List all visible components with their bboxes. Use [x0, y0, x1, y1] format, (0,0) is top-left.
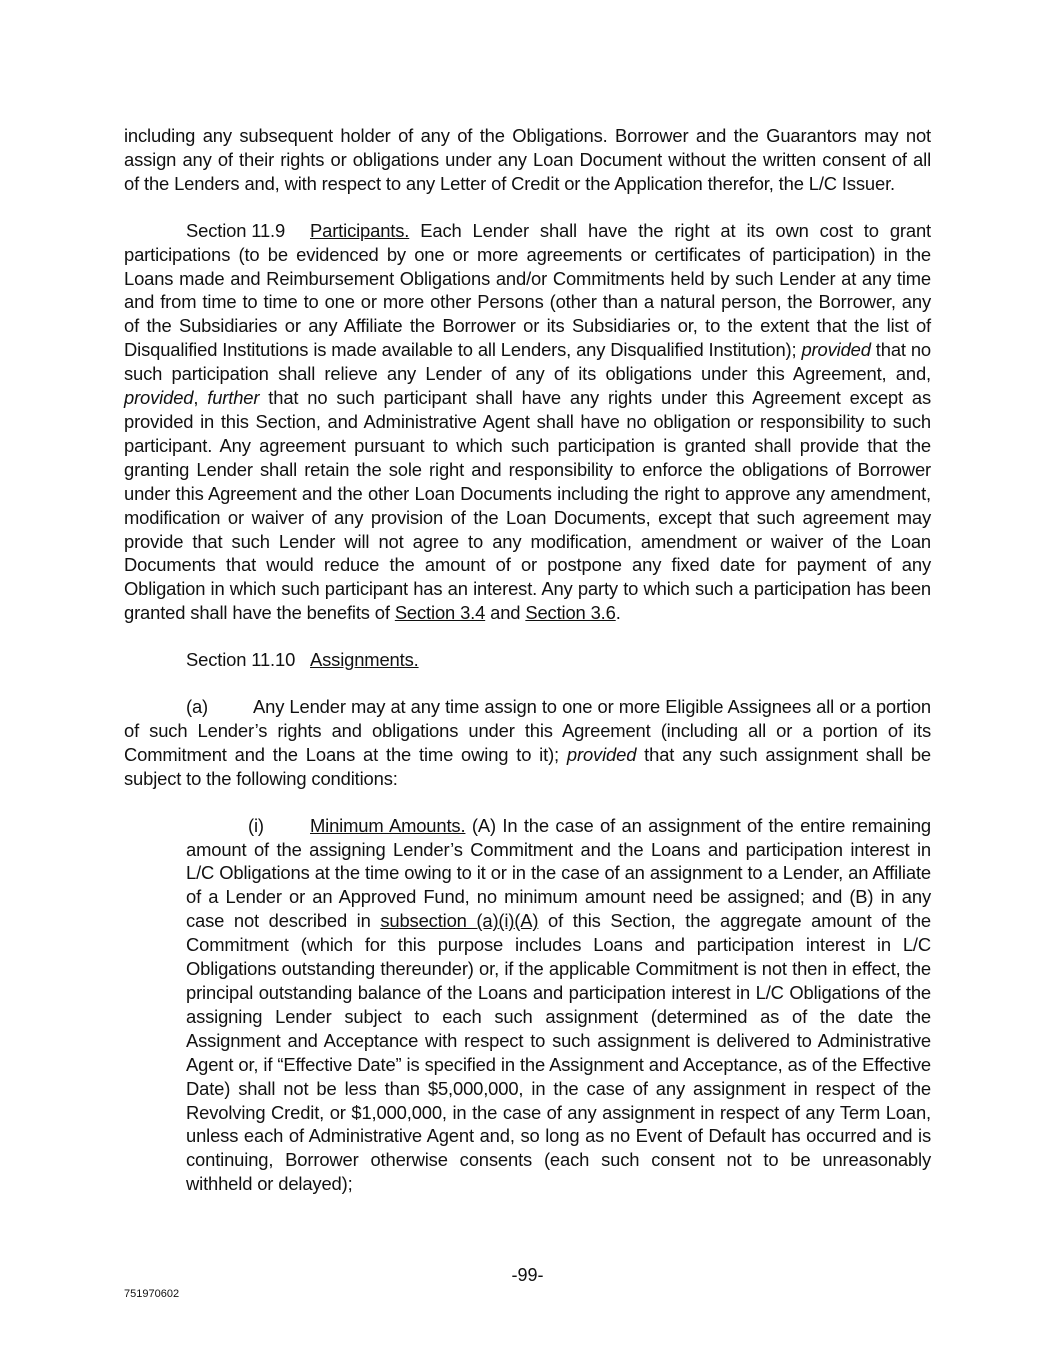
provided-term: provided — [566, 743, 637, 765]
section-3-4-reference: Section 3.4 — [394, 602, 486, 624]
section-11-9 — [124, 219, 931, 625]
paragraph-a — [124, 695, 931, 791]
further-term: further — [207, 387, 260, 409]
paragraph-i-label: (i) — [248, 814, 264, 836]
section-3-6-reference: Section 3.6 — [525, 602, 616, 624]
section-11-9-text: . — [615, 602, 621, 624]
section-11-9-text: Each Lender shall have the right at its own cost to grant participations (to be evidenced by one or more agreements or certificates of participation) in the Loans made and Reimbursement Obligations and/or Commitments held by such Lender at any time and from time to time to one or more other Persons (other than a natural person, the Borrower, any of the Subsidiaries or any Affiliate the Borrower or its Subsidiaries or, to the extent that the list of Disqualified Institutions is made available to all Lenders, any Disqualified Institution); — [124, 219, 931, 361]
section-11-9-title: Participants. — [310, 219, 410, 241]
paragraph-i — [186, 814, 931, 1197]
section-11-9-text: that no such participant shall have any rights under this Agreement except as provided in this Section, and Administrative Agent shall have no obligation or responsibility to such participant. Any agreement pursuant to which such participation is granted shall provide that the granting Lender shall retain the sole right and responsibility to enforce the obligations of Borrower under this Agreement and the other Loan Documents including the right to approve any amendment, modification or waiver of any provision of the Loan Documents, except that such agreement may provide that such Lender will not agree to any modification, amendment or waiver of the Loan Documents that would reduce the amount of or postpone any fixed date for payment of any Obligation in which such participant has an interest. Any party to which such a participation has been granted shall have the benefits of — [124, 387, 931, 624]
page-number: -99- — [511, 1265, 544, 1285]
provided-term: provided — [801, 339, 871, 361]
section-11-10-number: Section 11.10 — [186, 649, 296, 671]
provided-term: provided — [124, 387, 194, 409]
section-11-9-text: , — [193, 387, 208, 409]
document-id: 751970602 — [124, 1288, 180, 1300]
paragraph-a-text: that any such assignment shall be subject to the following conditions: — [124, 743, 931, 789]
section-11-9-number: Section 11.9 — [186, 219, 286, 241]
paragraph-i-text: of this Section, the aggregate amount of the Commitment (which for this purpose includes Loans and participation interest in L/C Obligations outstanding thereunder) or, if the applicable Commitment is not then in effect, the principal outstanding balance of the Loans and participation interest in L/C Obligations of the assigning Lender subject to each such assignment (determined as of the date the Assignment and Acceptance with respect to such assignment is delivered to Administrative Agent or, if “Effective Date” is specified in the Assignment and Acceptance, as of the Effective Date) shall not be less than $5,000,000, in the case of any assignment in respect of the Revolving Credit, or $1,000,000, in the case of any assignment in respect of any Term Loan, unless each of Administrative Agent and, so long as no Event of Default has occurred and is continuing, Borrower otherwise consents (each such consent not to be unreasonably withheld or delayed); — [186, 910, 931, 1195]
section-11-10-heading — [124, 648, 931, 672]
paragraph-a-label: (a) — [186, 696, 209, 718]
paragraph-i-text: (A) In the case of an assignment of the entire remaining amount of the assigning Lender’s Commitment and the Loans and participation interest in L/C Obligations at the time owing to it or in the case of an assignment to a Lender, an Affiliate of a Lender or an Approved Fund, no minimum amount need be assigned; and (B) in any case not described in — [186, 814, 931, 932]
paragraph-i-title: Minimum Amounts. — [310, 814, 466, 836]
document-body — [124, 124, 931, 1219]
subsection-reference: subsection (a)(i)(A) — [380, 910, 539, 932]
section-11-9-text: and — [485, 602, 526, 624]
section-11-10-title: Assignments. — [310, 649, 419, 671]
paragraph-a-text: Any Lender may at any time assign to one or more Eligible Assignees all or a portion of such Lender’s rights and obligations under this Agreement (including all or a portion of its Commitment and the Loans at the time owing to it); — [124, 696, 931, 765]
section-11-9-text: that no such participation shall relieve any Lender of any of its obligations under this Agreement, and, — [124, 339, 931, 385]
paragraph-continuation: including any subsequent holder of any of the Obligations. Borrower and the Guarantors may not assign any of their rights or obligations under any Loan Document without the written consent of all of the Lenders and, with respect to any Letter of Credit or the Application therefor, the L/C Issuer. — [124, 125, 931, 194]
